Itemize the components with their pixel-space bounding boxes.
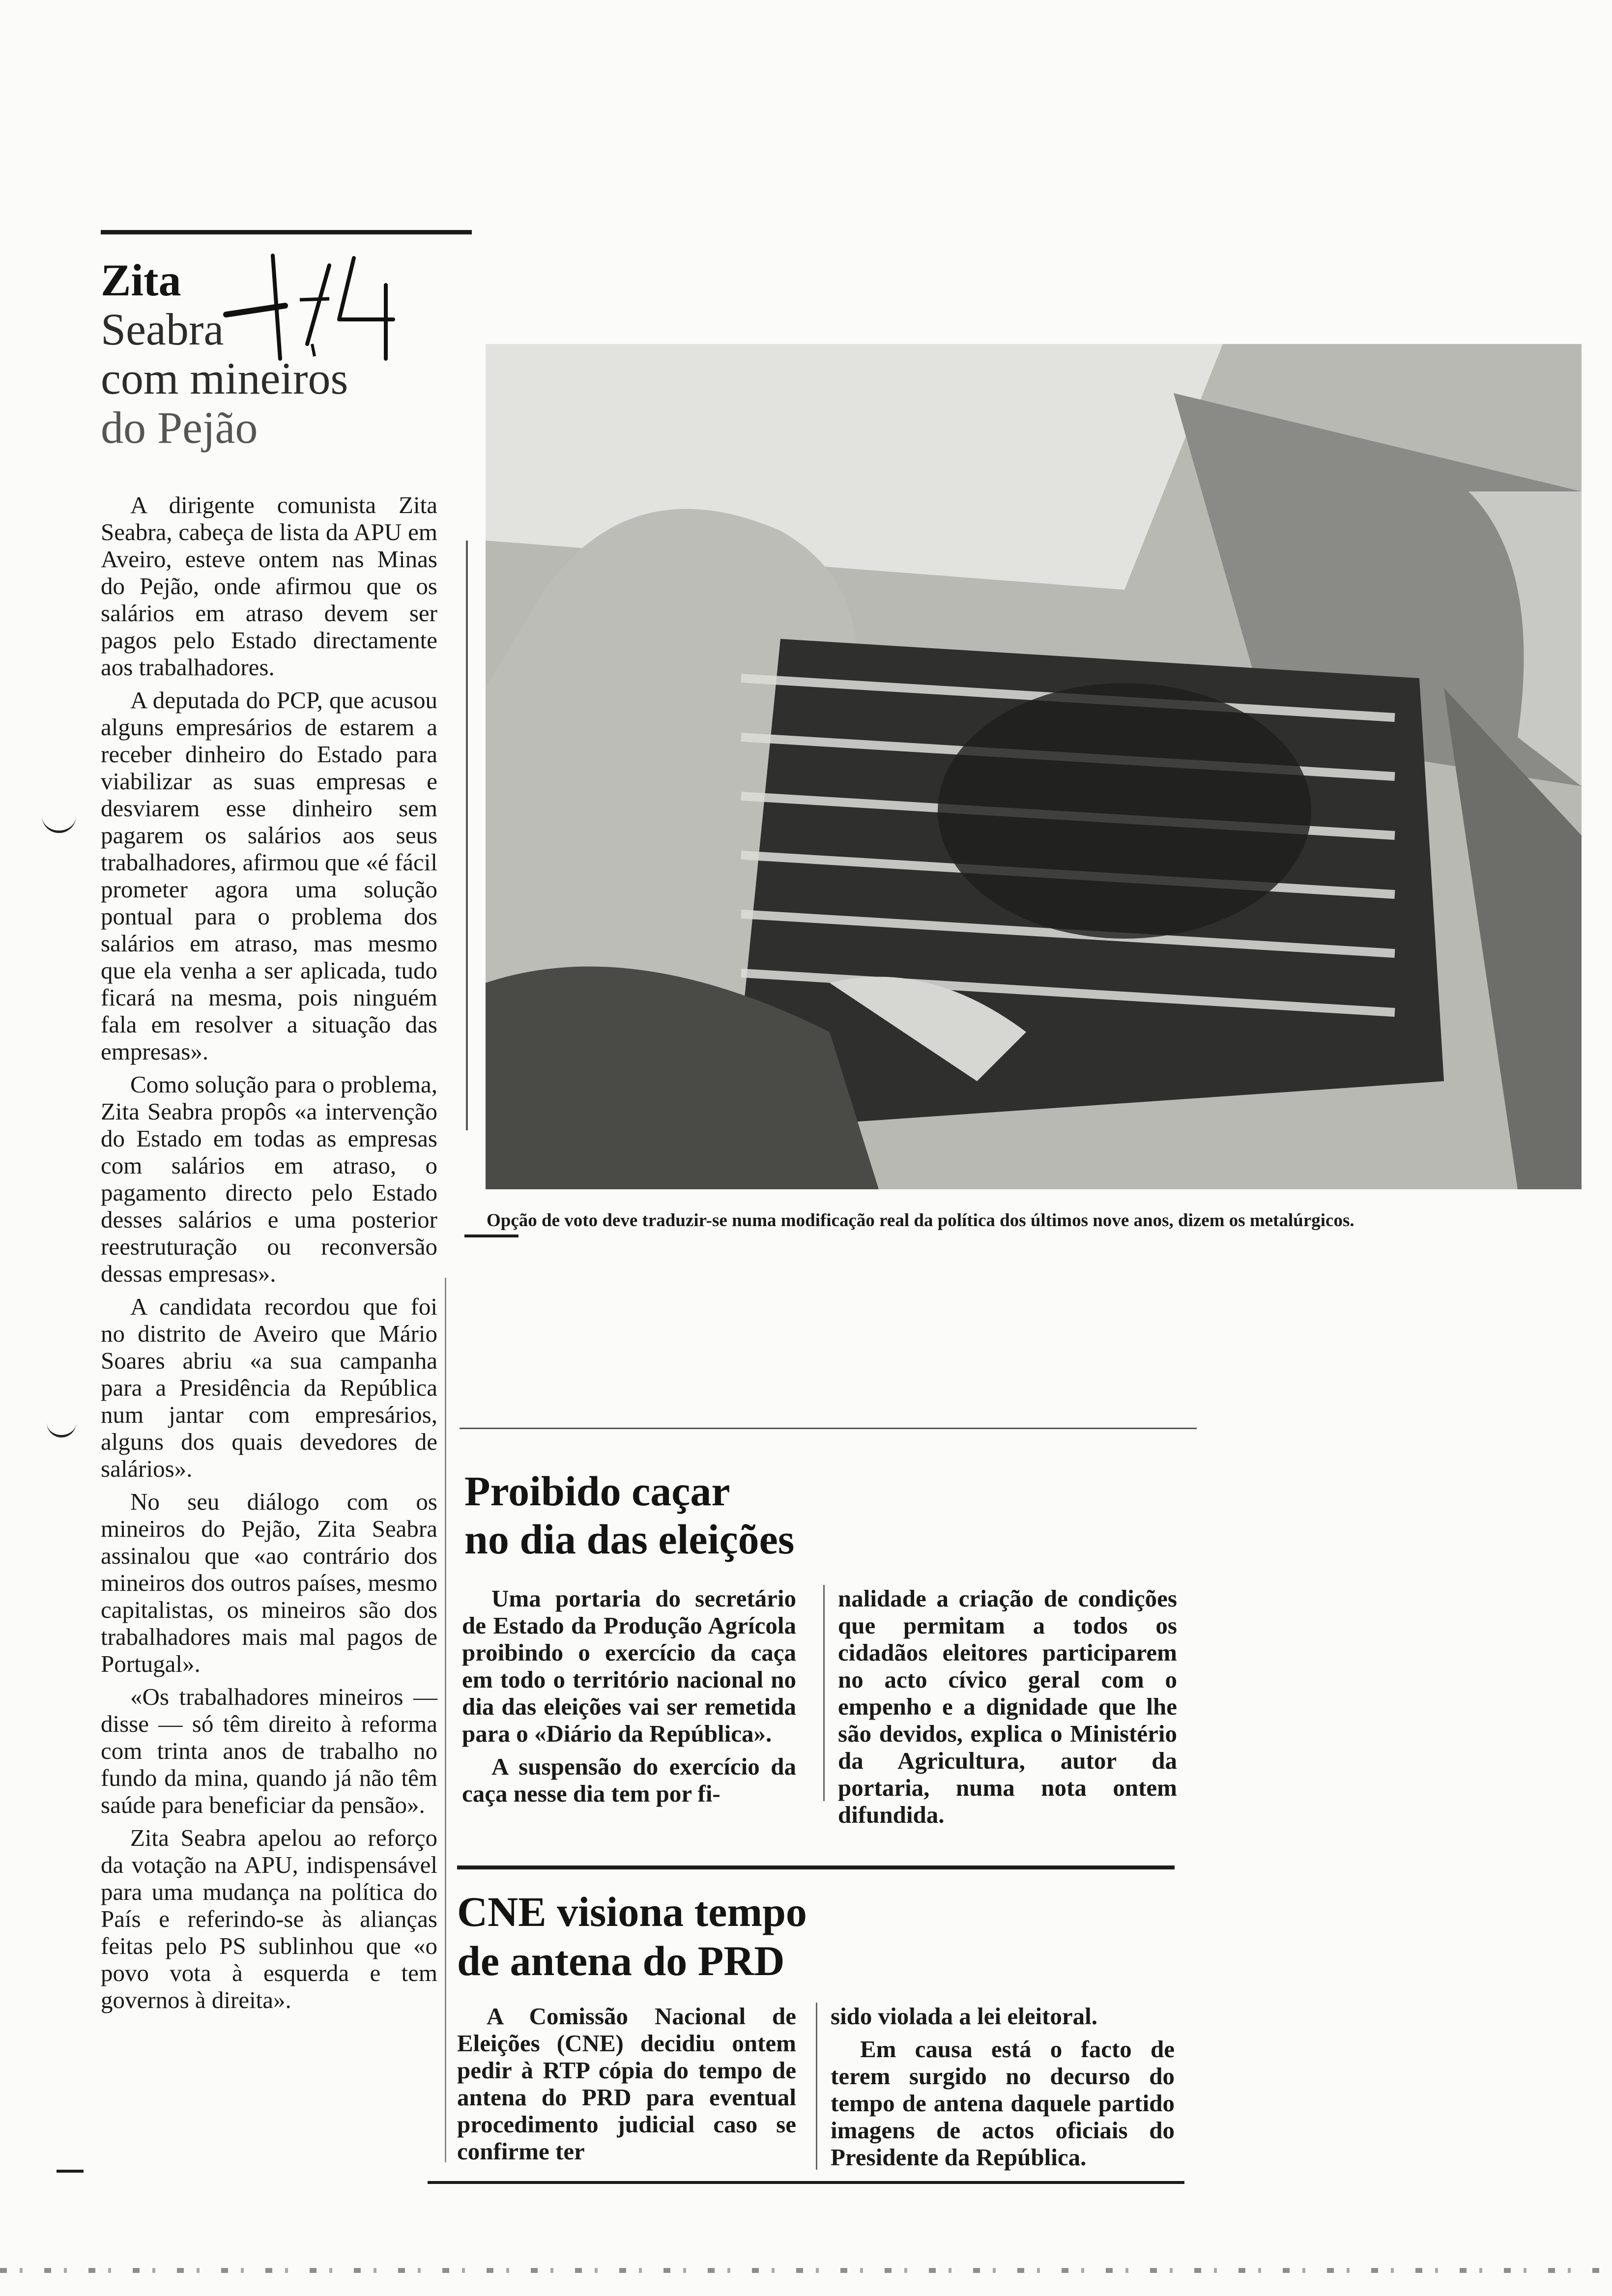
zita-paragraph-3: Como solução para o problema, Zita Seabra propôs «a intervenção do Estado em todas as empresas com salários em atraso, o pagamento directo pelo Estado desses salários e uma posterior reestruturação ou reconversão dessas empresas». xyxy=(101,1071,437,1287)
handwritten-date xyxy=(206,246,423,378)
margin-mark-2 xyxy=(47,1415,76,1437)
zita-paragraph-6: «Os trabalhadores mineiros — disse — só têm direito à reforma com trinta anos de trabalho no fundo da mina, quando já não têm saúde para beneficiar da pensão». xyxy=(101,1683,437,1818)
caca-column-divider xyxy=(823,1585,825,1801)
zita-headline-line-2: Seabra xyxy=(101,304,224,354)
divider-cne xyxy=(457,1866,1175,1869)
zita-body xyxy=(101,491,437,2019)
bottom-rule xyxy=(428,2181,1184,2184)
zita-paragraph-5: No seu diálogo com os mineiros do Pejão, Zita Seabra assinalou que «ao contrário dos mineiros dos outros países, mesmo capitalistas, os mineiros são dos trabalhadores mais mal pagos de Portugal». xyxy=(101,1488,437,1677)
caca-col-1-paragraph-1: Uma portaria do secretário de Estado da Produção Agrícola proibindo o exercício da caça em todo o território nacional no dia das eleições vai ser remetida para o «Diário da República». xyxy=(462,1585,796,1747)
top-rule-zita xyxy=(101,230,472,234)
cne-column-divider xyxy=(816,2003,817,2170)
column-divider-left-lower xyxy=(445,1278,446,2162)
column-divider-left xyxy=(466,541,468,1130)
zita-headline-line-1: Zita xyxy=(101,255,181,305)
zita-paragraph-7: Zita Seabra apelou ao reforço da votação na APU, indispensável para uma mudança na política do País e referindo-se às alianças feitas pelo PS sublinhou que «o povo vota à esquerda e tem governos à direita». xyxy=(101,1824,437,2013)
zita-paragraph-1: A dirigente comunista Zita Seabra, cabeça de lista da APU em Aveiro, esteve ontem nas Minas do Pejão, onde afirmou que os salários em atraso devem ser pagos pelo Estado directamente aos trabalhadores. xyxy=(101,491,437,681)
scan-edge-noise xyxy=(0,2268,1612,2273)
caca-col-2-paragraph-1: nalidade a criação de condições que permitam a todos os cidadãos eleitores participarem no acto cívico geral com o empenho e a dignidade que lhe são devidos, explica o Ministério da Agricultura, autor da portaria, numa nota ontem difundida. xyxy=(838,1585,1177,1828)
zita-paragraph-2: A deputada do PCP, que acusou alguns empresários de estarem a receber dinheiro do Estado para viabilizar as suas empresas e desviarem esse dinheiro sem pagarem os salários aos seus trabalhadores, afirmou que «é fácil prometer agora uma solução pontual para o problema dos salários em atraso, mas mesmo que ela venha a ser aplicada, tudo ficará na mesma, pois ninguém fala em resolver a situação das empresas». xyxy=(101,687,437,1065)
bottom-left-mark xyxy=(57,2170,84,2173)
photo-scene xyxy=(486,344,1582,1189)
cne-col-1 xyxy=(457,2003,796,2171)
metalworkers-photo xyxy=(486,344,1582,1189)
caca-headline-line-2: no dia das eleições xyxy=(464,1516,795,1563)
caca-headline xyxy=(464,1467,1103,1563)
caca-headline-line-1: Proibido caçar xyxy=(464,1467,730,1515)
cne-col-2-paragraph-2: Em causa está o facto de terem surgido no decurso do tempo de antena daquele partido imagens de actos oficiais do Presidente da República. xyxy=(831,2036,1175,2171)
cne-headline xyxy=(457,1887,1194,1985)
cne-headline-line-2: de antena do PRD xyxy=(457,1937,785,1984)
zita-paragraph-4: A candidata recordou que foi no distrito de Aveiro que Mário Soares abriu «a sua campanha para a Presidência da República num jantar com empresários, alguns dos quais devedores de salários». xyxy=(101,1293,437,1482)
divider-caca xyxy=(460,1428,1197,1429)
margin-mark-1 xyxy=(42,816,76,833)
caption-underline xyxy=(464,1234,518,1237)
cne-col-1-paragraph-1: A Comissão Nacional de Eleições (CNE) decidiu ontem pedir à RTP cópia do tempo de antena do PRD para eventual procedimento judicial caso se confirme ter xyxy=(457,2003,796,2165)
caca-col-1-paragraph-2: A suspensão do exercício da caça nesse dia tem por fi- xyxy=(462,1753,796,1807)
caca-col-1 xyxy=(462,1585,796,1813)
zita-headline-line-4: do Pejão xyxy=(101,402,258,453)
cne-col-2 xyxy=(831,2003,1175,2177)
caca-col-2 xyxy=(838,1585,1177,1834)
cne-col-2-paragraph-1: sido violada a lei eleitoral. xyxy=(831,2003,1098,2030)
zita-headline-line-3: com mineiros xyxy=(101,353,348,403)
photo-caption: Opção de voto deve traduzir-se numa modificação real da política dos últimos nove anos, dizem os metalúrgicos. xyxy=(487,1210,1354,1231)
cne-headline-line-1: CNE visiona tempo xyxy=(457,1888,807,1935)
